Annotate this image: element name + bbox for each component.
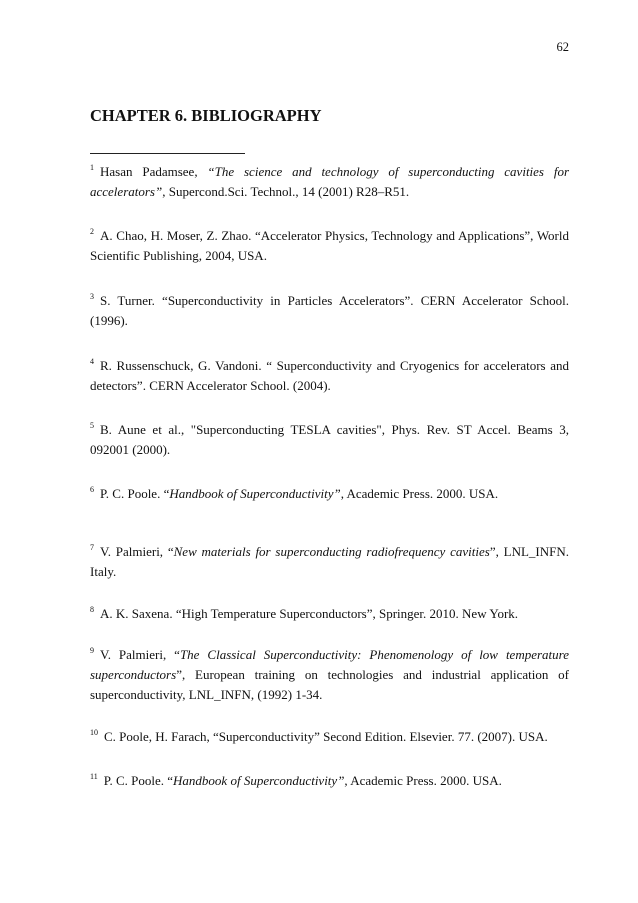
bibliography-entry [90, 162, 569, 202]
reference-title-italic: “The science and technology of superconducting cavities for accelerators” [90, 164, 570, 199]
reference-text: P. C. Poole. “ [103, 773, 174, 788]
reference-text: , Supercond.Sci. Technol., 14 (2001) R28–R51. [162, 184, 410, 199]
bibliography-entry [90, 542, 569, 582]
reference-text: V. Palmieri, “ [100, 544, 174, 559]
bibliography-entry [90, 420, 569, 460]
footnote-rule [90, 153, 245, 154]
reference-text: V. Palmieri, “ [100, 647, 180, 662]
reference-text: , Academic Press. 2000. USA. [340, 486, 499, 501]
footnote-number: 4 [90, 357, 94, 366]
reference-text: ”, European training on technologies and industrial application of superconductivity, LNL_INFN, (1992) 1-34. [90, 667, 569, 702]
footnote-number: 1 [90, 163, 94, 172]
footnote-number: 9 [90, 646, 94, 655]
reference-text: C. Poole, H. Farach, “Superconductivity” Second Edition. Elsevier. 77. (2007). USA. [104, 729, 548, 744]
reference-text: Hasan Padamsee, [100, 164, 208, 179]
footnote-number: 6 [90, 485, 94, 494]
bibliography-entry [90, 226, 569, 266]
chapter-title: CHAPTER 6. BIBLIOGRAPHY [90, 106, 322, 125]
reference-text: R. Russenschuck, G. Vandoni. “ Superconductivity and Cryogenics for accelerators and detectors”. CERN Accelerator School. (2004). [90, 358, 569, 393]
bibliography-entry [90, 771, 569, 791]
bibliography-list [90, 162, 569, 791]
reference-text: S. Turner. “Superconductivity in Particles Accelerators”. CERN Accelerator School. (1996). [90, 293, 569, 328]
bibliography-entry [90, 645, 569, 705]
bibliography-entry [90, 356, 569, 396]
bibliography-entry [90, 727, 569, 747]
bibliography-entry [90, 604, 569, 624]
reference-text: B. Aune et al., "Superconducting TESLA cavities", Phys. Rev. ST Accel. Beams 3, 092001 (2000). [90, 422, 569, 457]
footnote-number: 2 [90, 227, 94, 236]
footnote-number: 8 [90, 605, 94, 614]
reference-text: A. Chao, H. Moser, Z. Zhao. “Accelerator Physics, Technology and Applications”, World Scientific Publishing, 2004, USA. [90, 228, 569, 263]
reference-text: , Academic Press. 2000. USA. [344, 773, 502, 788]
bibliography-entry [90, 291, 569, 331]
reference-text: A. K. Saxena. “High Temperature Superconductors”, Springer. 2010. New York. [100, 606, 519, 621]
reference-title-italic: Handbook of Superconductivity” [169, 486, 341, 501]
footnote-number: 3 [90, 292, 94, 301]
footnote-number: 11 [90, 772, 98, 781]
reference-title-italic: New materials for superconducting radiofrequency cavities [173, 544, 490, 559]
page-number: 62 [556, 40, 569, 54]
footnote-number: 5 [90, 421, 94, 430]
bibliography-entry [90, 484, 569, 504]
footnote-number: 7 [90, 543, 94, 552]
reference-title-italic: The Classical Superconductivity: Phenomenology of low temperature superconductors [90, 647, 569, 682]
footnote-number: 10 [90, 728, 98, 737]
reference-text: P. C. Poole. “ [100, 486, 170, 501]
reference-title-italic: Handbook of Superconductivity” [173, 773, 345, 788]
reference-text: ”, LNL_INFN. Italy. [90, 544, 569, 579]
